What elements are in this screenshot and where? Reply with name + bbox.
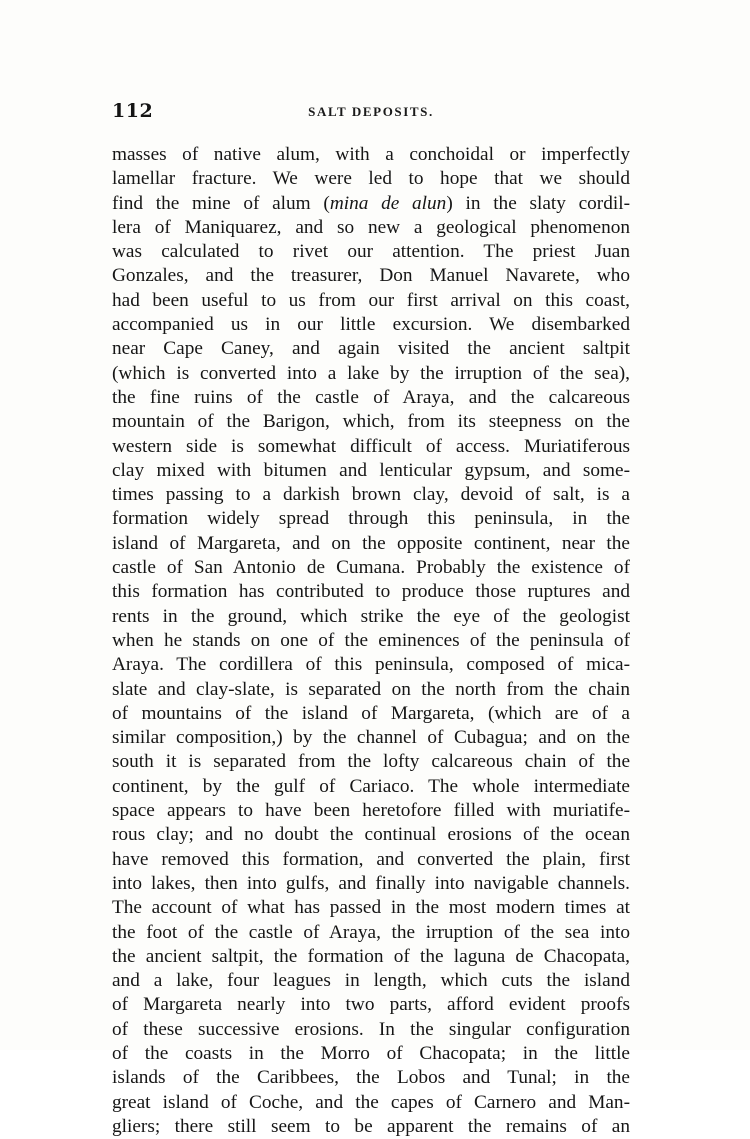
- text-segment: find the mine of alum (: [112, 192, 330, 214]
- text-line: masses of native alum, with a conchoidal or imperfectly: [112, 144, 630, 165]
- text-line: [112, 192, 630, 216]
- text-line: rous clay; and no doubt the continual erosions of the ocean: [112, 824, 630, 846]
- text-line: castle of San Antonio de Cumana. Probably the existence of: [112, 557, 630, 579]
- text-line: of mountains of the island of Margareta, (which are of a: [112, 702, 630, 724]
- text-line: islands of the Caribbees, the Lobos and Tunal; in the: [112, 1067, 630, 1089]
- text-line: mountain of the Barigon, which, from its steepness on the: [112, 411, 630, 433]
- text-line: lamellar fracture. We were led to hope that we should: [112, 168, 630, 190]
- text-line: gliers; there still seem to be apparent the remains of an: [112, 1115, 630, 1137]
- text-line: of Margareta nearly into two parts, afford evident proofs: [112, 994, 630, 1016]
- text-line: the fine ruins of the castle of Araya, and the calcareous: [112, 386, 630, 408]
- text-line: south it is separated from the lofty calcareous chain of the: [112, 751, 630, 773]
- text-line: The account of what has passed in the most modern times at: [112, 897, 630, 919]
- text-line: of these successive erosions. In the singular configuration: [112, 1018, 630, 1040]
- text-line: western side is somewhat difficult of access. Muriatiferous: [112, 435, 630, 457]
- text-line: accompanied us in our little excursion. We disembarked: [112, 314, 630, 336]
- body-text: [112, 143, 630, 1139]
- page-header: [112, 100, 630, 128]
- text-line: have removed this formation, and converted the plain, first: [112, 848, 630, 870]
- text-line: formation widely spread through this peninsula, in the: [112, 508, 630, 530]
- text-line: lera of Maniquarez, and so new a geological phenomenon: [112, 216, 630, 238]
- text-line: near Cape Caney, and again visited the ancient saltpit: [112, 338, 630, 360]
- text-line: the ancient saltpit, the formation of the laguna de Chacopata,: [112, 945, 630, 967]
- text-line: Gonzales, and the treasurer, Don Manuel Navarete, who: [112, 265, 630, 287]
- text-line: clay mixed with bitumen and lenticular gypsum, and some-: [112, 459, 630, 481]
- text-line: times passing to a darkish brown clay, devoid of salt, is a: [112, 484, 630, 506]
- text-segment: ) in the slaty cordil-: [446, 192, 630, 214]
- text-line: great island of Coche, and the capes of Carnero and Man-: [112, 1091, 630, 1113]
- text-line: when he stands on one of the eminences of the peninsula of: [112, 629, 630, 651]
- text-line: was calculated to rivet our attention. The priest Juan: [112, 241, 630, 263]
- text-line: into lakes, then into gulfs, and finally into navigable channels.: [112, 872, 630, 894]
- running-title: SALT DEPOSITS.: [308, 104, 434, 119]
- text-line: had been useful to us from our first arrival on this coast,: [112, 289, 630, 311]
- italic-term: mina de alun: [329, 192, 447, 214]
- text-line: of the coasts in the Morro of Chacopata; in the little: [112, 1042, 630, 1064]
- text-line: continent, by the gulf of Cariaco. The whole intermediate: [112, 775, 630, 797]
- text-line: the foot of the castle of Araya, the irruption of the sea into: [112, 921, 630, 943]
- text-line: rents in the ground, which strike the eye of the geologist: [112, 605, 630, 627]
- text-line: this formation has contributed to produce those ruptures and: [112, 581, 630, 603]
- text-line: (which is converted into a lake by the irruption of the sea),: [112, 362, 630, 384]
- text-line: space appears to have been heretofore filled with muriatife-: [112, 800, 630, 822]
- page-number: 112: [112, 100, 154, 122]
- text-line: slate and clay-slate, is separated on the north from the chain: [112, 678, 630, 700]
- text-line: Araya. The cordillera of this peninsula, composed of mica-: [112, 654, 630, 676]
- text-line: island of Margareta, and on the opposite continent, near the: [112, 532, 630, 554]
- text-line: similar composition,) by the channel of Cubagua; and on the: [112, 727, 630, 749]
- text-line: and a lake, four leagues in length, which cuts the island: [112, 970, 630, 992]
